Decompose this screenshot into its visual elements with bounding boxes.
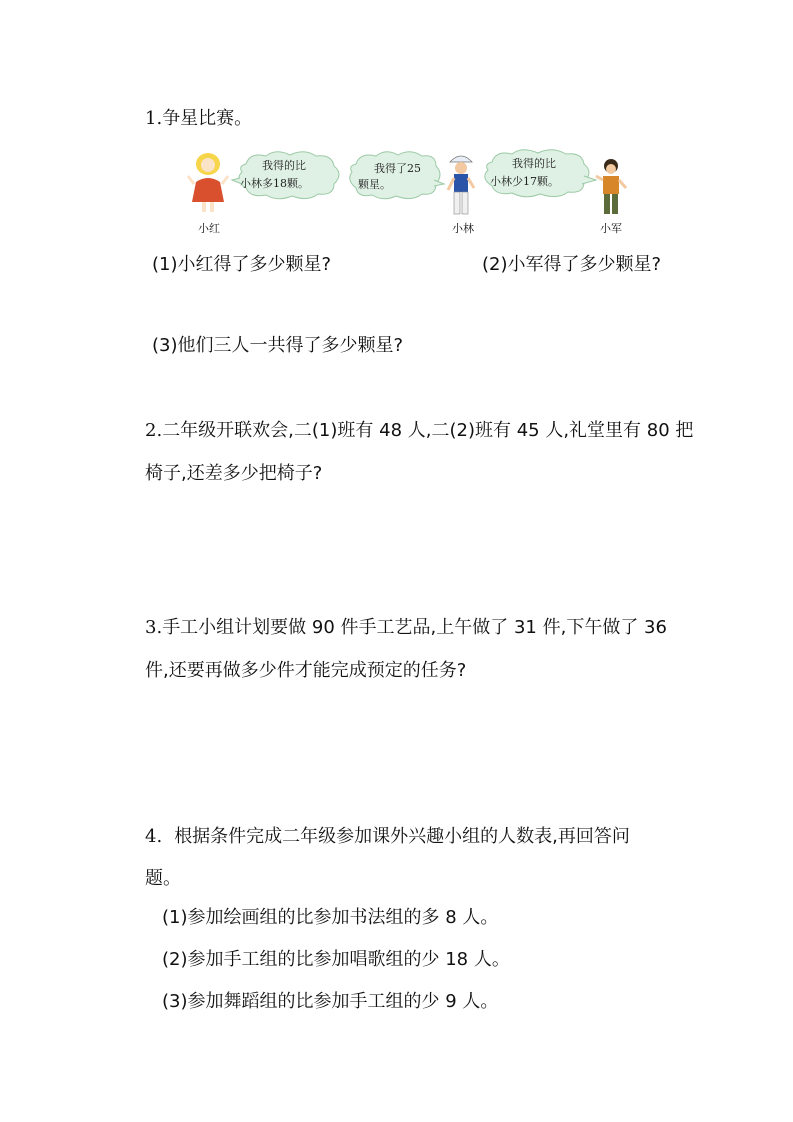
bubble-3-line2: 小林少17颗。: [490, 175, 559, 188]
q3-line1: [145, 617, 667, 639]
q1-sub1: (1)小红得了多少颗星?: [152, 254, 332, 275]
q4-line2: 题。: [145, 868, 181, 889]
q1-number: 1.: [145, 108, 163, 129]
q2-number: 2.: [145, 420, 163, 441]
q1-illustration: [180, 148, 640, 238]
q2-line2: 椅子,还差多少把椅子?: [145, 463, 323, 484]
q2-line1: [145, 420, 693, 442]
q2-text-line1: 二年级开联欢会,二(1)班有 48 人,二(2)班有 45 人,礼堂里有 80 把: [162, 420, 694, 441]
q4-line1: [145, 826, 630, 848]
bubble-1-line1: 我得的比: [262, 159, 306, 172]
bubble-2-line1: 我得了25: [374, 162, 421, 175]
speech-cloud-2: [344, 150, 444, 202]
q4-cond2: (2)参加手工组的比参加唱歌组的少 18 人。: [162, 949, 510, 970]
q1-sub3: (3)他们三人一共得了多少颗星?: [152, 335, 404, 356]
boy-cap-figure-icon: [446, 152, 476, 222]
q1-heading: [145, 108, 252, 130]
girl-figure-icon: [188, 152, 228, 216]
name-xiaojun: 小军: [600, 222, 622, 235]
bubble-1-line2: 小林多18颗。: [240, 177, 309, 190]
boy-figure-icon: [594, 158, 628, 220]
q4-cond3: (3)参加舞蹈组的比参加手工组的少 9 人。: [162, 991, 499, 1012]
q4-cond1: (1)参加绘画组的比参加书法组的多 8 人。: [162, 907, 499, 928]
bubble-2-line2: 颗星。: [358, 178, 391, 191]
q1-sub2: (2)小军得了多少颗星?: [482, 254, 662, 275]
q3-number: 3.: [145, 617, 163, 638]
q1-title: 争星比赛。: [162, 108, 253, 129]
name-xiaolin: 小林: [452, 222, 474, 235]
q3-line2: 件,还要再做多少件才能完成预定的任务?: [145, 660, 467, 681]
bubble-3-line1: 我得的比: [512, 157, 556, 170]
name-xiaohong: 小红: [198, 222, 220, 235]
q3-text-line1: 手工小组计划要做 90 件手工艺品,上午做了 31 件,下午做了 36: [162, 617, 667, 638]
q4-number: 4.: [145, 826, 163, 847]
q4-text-line1: 根据条件完成二年级参加课外兴趣小组的人数表,再回答问: [174, 826, 630, 847]
